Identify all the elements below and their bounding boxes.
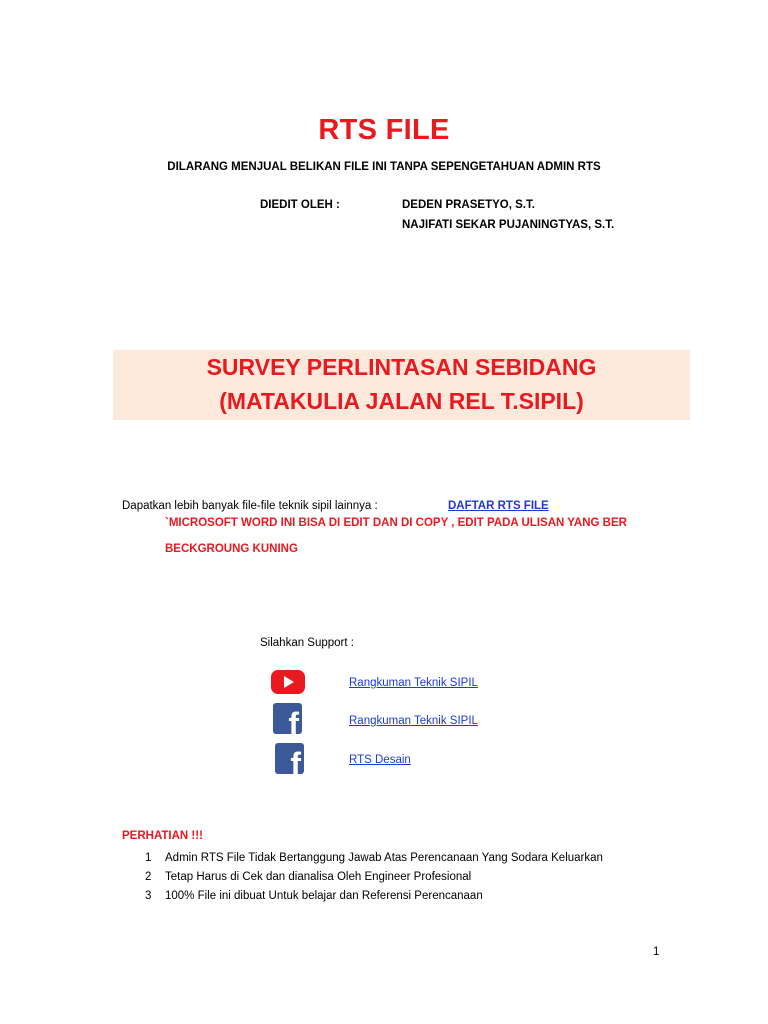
play-icon bbox=[284, 676, 294, 688]
attention-heading: PERHATIAN !!! bbox=[122, 830, 203, 842]
support-label: Silahkan Support : bbox=[260, 637, 354, 649]
more-files-text: Dapatkan lebih banyak file-file teknik sipil lainnya : bbox=[122, 500, 378, 512]
editor-name-1: DEDEN PRASETYO, S.T. bbox=[402, 199, 535, 211]
copyright-notice: DILARANG MENJUAL BELIKAN FILE INI TANPA SEPENGETAHUAN ADMIN RTS bbox=[167, 161, 601, 173]
facebook-letter: f bbox=[290, 746, 301, 774]
facebook-link-rts-desain[interactable]: RTS Desain bbox=[349, 754, 411, 766]
word-edit-note-line-2: BECKGROUNG KUNING bbox=[165, 543, 298, 555]
survey-title-box bbox=[113, 350, 690, 420]
daftar-rts-file-link[interactable]: DAFTAR RTS FILE bbox=[448, 500, 549, 512]
survey-title-line-1: SURVEY PERLINTASAN SEBIDANG bbox=[206, 354, 597, 380]
facebook-letter: f bbox=[288, 706, 299, 734]
facebook-link-rangkuman[interactable]: Rangkuman Teknik SIPIL bbox=[349, 715, 478, 727]
list-item: 100% File ini dibuat Untuk belajar dan Referensi Perencanaan bbox=[165, 890, 483, 902]
list-number: 3 bbox=[145, 890, 152, 902]
page-number: 1 bbox=[653, 946, 660, 958]
editor-name-2: NAJIFATI SEKAR PUJANINGTYAS, S.T. bbox=[402, 219, 615, 231]
survey-title-line-2: (MATAKULIA JALAN REL T.SIPIL) bbox=[219, 388, 584, 414]
edited-by-label: DIEDIT OLEH : bbox=[260, 199, 340, 211]
document-title: RTS FILE bbox=[318, 114, 450, 146]
youtube-link-rangkuman[interactable]: Rangkuman Teknik SIPIL bbox=[349, 677, 478, 689]
youtube-icon[interactable] bbox=[271, 670, 305, 694]
list-item: Tetap Harus di Cek dan dianalisa Oleh Engineer Profesional bbox=[165, 871, 472, 883]
list-number: 1 bbox=[145, 852, 152, 864]
list-number: 2 bbox=[145, 871, 152, 883]
facebook-icon[interactable] bbox=[275, 743, 304, 774]
facebook-icon[interactable] bbox=[273, 703, 302, 734]
word-edit-note-line-1: `MICROSOFT WORD INI BISA DI EDIT DAN DI COPY , EDIT PADA ULISAN YANG BER bbox=[165, 517, 627, 529]
list-item: Admin RTS File Tidak Bertanggung Jawab Atas Perencanaan Yang Sodara Keluarkan bbox=[165, 852, 603, 864]
